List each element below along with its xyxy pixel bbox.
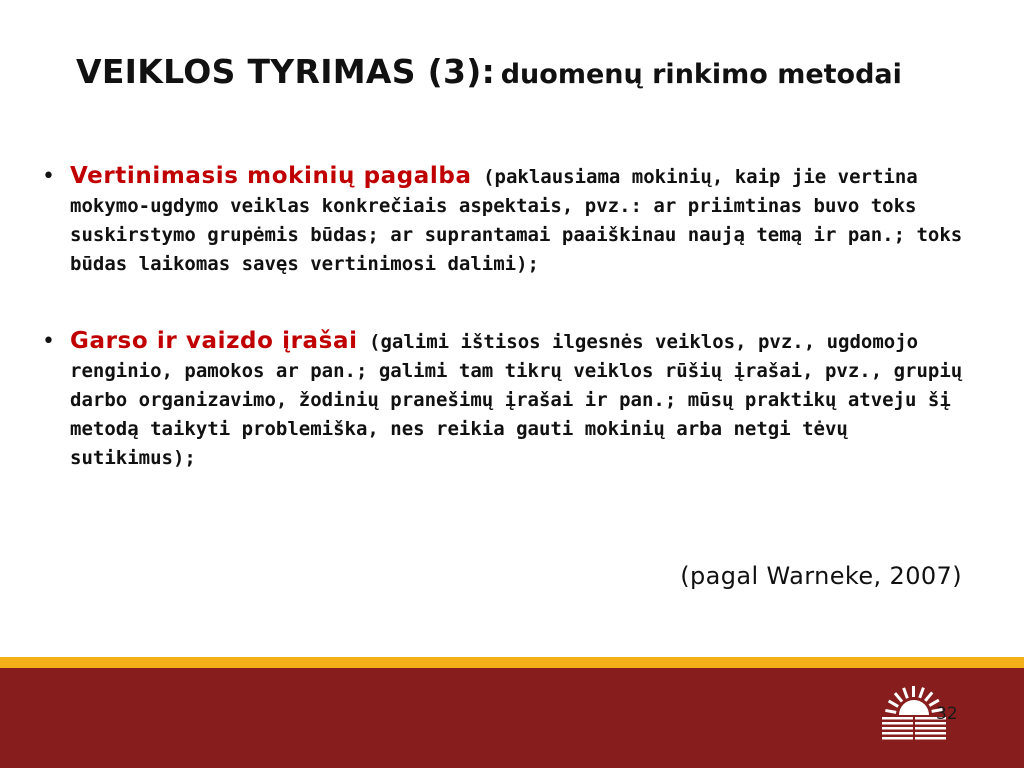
bullet-text: (paklausiama mokinių, kaip jie vertina mokymo-ugdymo veiklas konkrečiais aspektais, pvz.: ar priimtinas buvo toks suskirstymo grupėmis būdas; ar suprantamai paaiškinau naują temą ir pan.; toks būdas laikomas savęs vertinimosi dalimi); [70,166,963,275]
title-sub: duomenų rinkimo metodai [500,59,902,90]
citation: (pagal Warneke, 2007) [680,562,962,590]
bullet-item-recordings [40,327,970,473]
accent-divider [0,657,1024,668]
page-number: 32 [936,704,958,724]
bullet-list [40,162,970,473]
bullet-highlight: Vertinimasis mokinių pagalba [70,163,472,189]
bullet-marker: • [42,329,55,354]
bullet-text: (galimi ištisos ilgesnės veiklos, pvz., ugdomojo renginio, pamokos ar pan.; galimi tam tikrų veiklos rūšių įrašai, pvz., grupių darbo organizavimo, žodinių pranešimų įrašai ir pan.; mūsų praktikų atveju šį metodą taikyti problemiška, nes reikia gauti mokinių arba netgi tėvų sutikimus); [70,331,963,469]
bullet-item-self-assessment [40,162,970,279]
footer-bar [0,668,1024,768]
bullet-marker: • [42,164,55,189]
slide-title [76,52,976,91]
title-main: VEIKLOS TYRIMAS (3): [76,52,496,91]
bullet-highlight: Garso ir vaizdo įrašai [70,328,358,354]
